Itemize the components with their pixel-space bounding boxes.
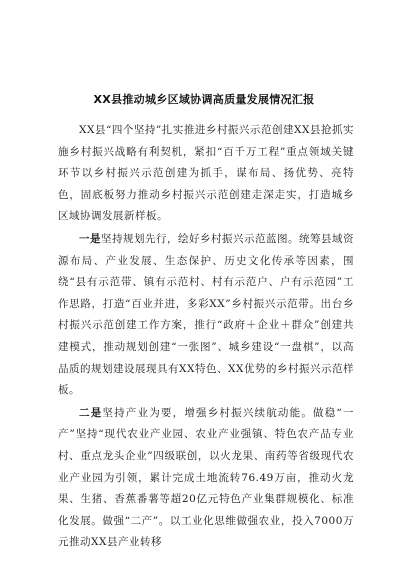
paragraph-planning [58, 229, 354, 402]
paragraph-text: 坚持规划先行，绘好乡村振兴示范蓝图。统筹县域资源布局、产业发展、生态保护、历史文化传承等因素，围绕“县有示范带、镇有示范村、村有示范户、户有示范园”工作思路，打造“百业并进，多彩XX”乡村振兴示范带。出台乡村振兴示范创建工作方案，推行“政府＋企业＋群众”创建共建模式，推动规划创建“一张图”、城乡建设“一盘棋”，以高品质的规划建设展现具有XX特色、XX优势的乡村振兴示范样板。 [58, 232, 354, 397]
paragraph-lead: 一是 [79, 232, 101, 245]
paragraph-text: 坚持产业为要，增强乡村振兴续航动能。做稳“一产”坚持“现代农业产业园、农业产业强镇、特色农产品专业村、重点龙头企业”四级联创，以火龙果、南药等省级现代农业产业园为引领，累计完成土地流转76.49万亩，推动火龙果、生猪、香蕉番薯等超20亿元特色产业集群规模化、标准化发展。做强“二产”。以工业化思维做强农业，投入7000万元推动XX县产业转移 [58, 406, 354, 549]
paragraph-intro [58, 120, 354, 228]
document-body [58, 120, 354, 555]
paragraph-industry [58, 403, 354, 554]
document-title: XX县推动城乡区域协调高质量发展情况汇报 [93, 93, 315, 106]
paragraph-lead: 二是 [79, 406, 103, 419]
paragraph-text: XX县“四个坚持”扎实推进乡村振兴示范创建XX县抢抓实施乡村振兴战略有利契机，紧扣“百千万工程”重点领域关键环节以乡村振兴示范创建为抓手，谋布局、扬优势、亮特色，固底板努力推动乡村振兴示范创建走深走实，打造城乡区域协调发展新样板。 [58, 124, 354, 223]
